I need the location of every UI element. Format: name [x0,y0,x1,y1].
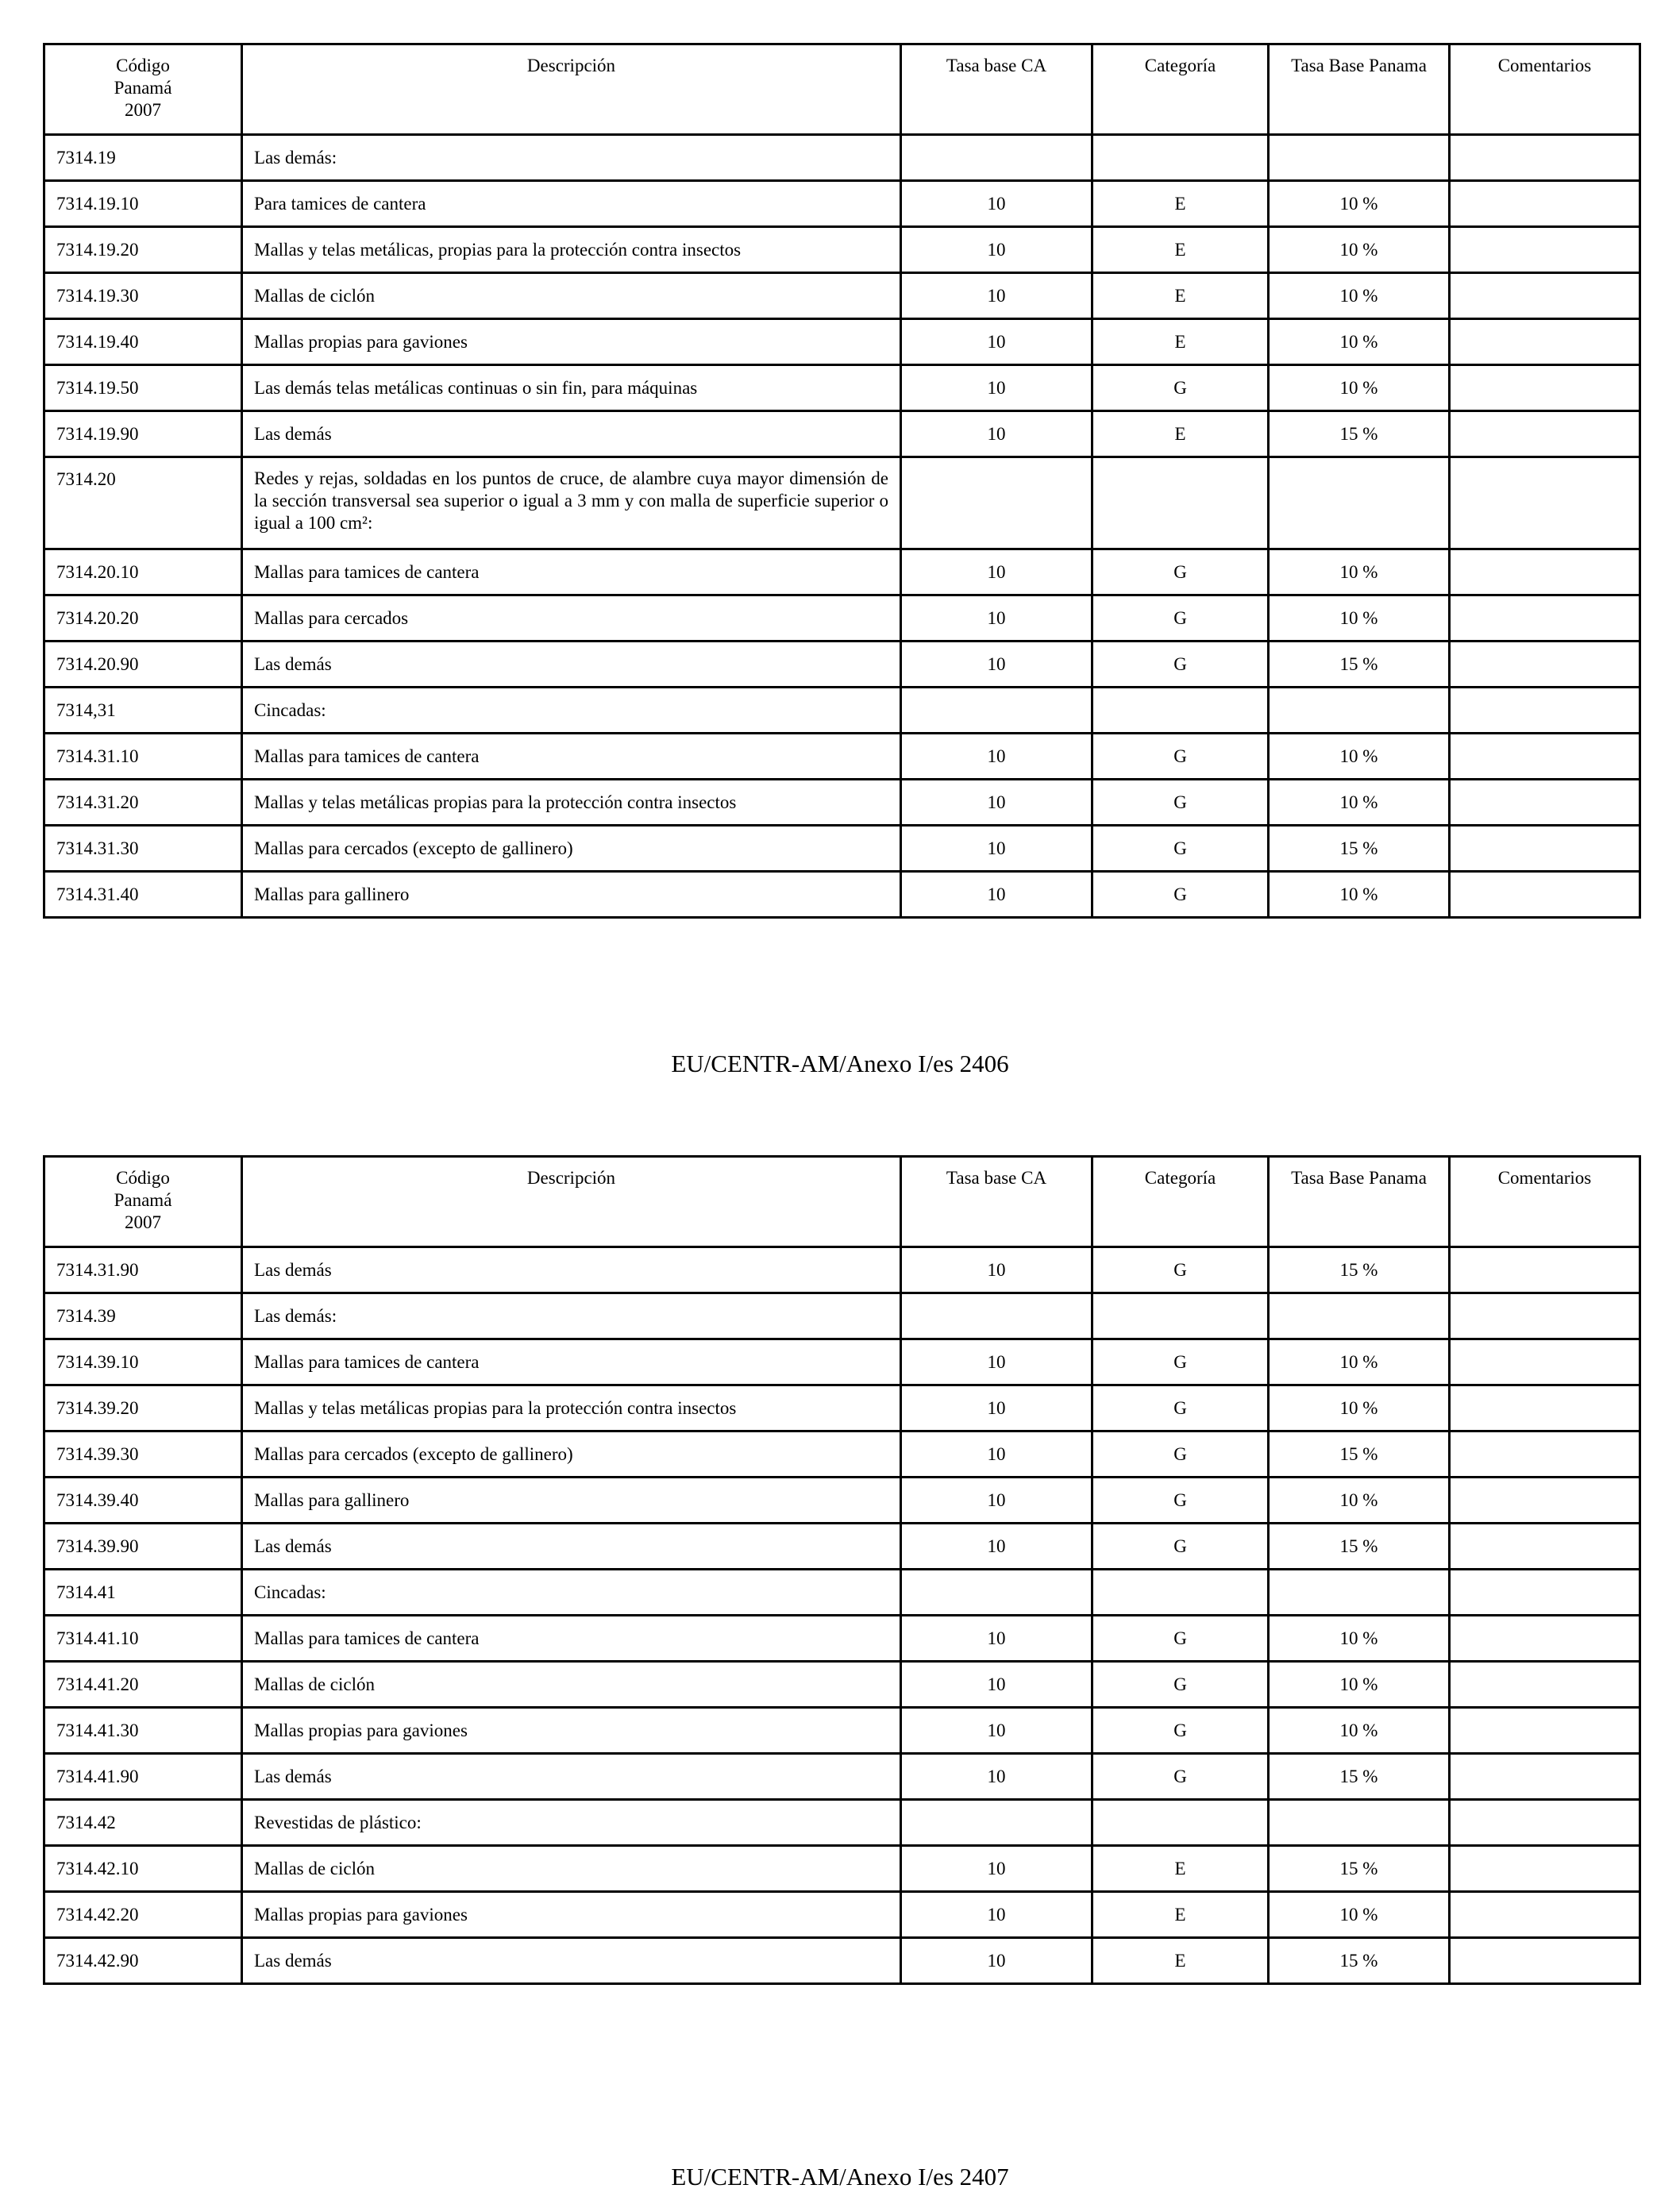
table-row [44,826,1640,872]
table-row [44,1293,1640,1339]
cell-comments [1450,1570,1640,1616]
cell-rate-ca: 10 [901,549,1092,595]
header-category: Categoría [1092,1157,1269,1247]
cell-comments [1450,826,1640,872]
cell-code: 7314.31.30 [44,826,242,872]
cell-description: Mallas para gallinero [242,872,901,918]
cell-description: Para tamices de cantera [242,181,901,227]
header-code: Código Panamá 2007 [44,44,242,135]
cell-category: G [1092,826,1269,872]
cell-rate-ca: 10 [901,273,1092,319]
table-row [44,1708,1640,1754]
table-row [44,549,1640,595]
page-footer-1: EU/CENTR-AM/Anexo I/es 2406 [671,1050,1009,1077]
header-code: Código Panamá 2007 [44,1157,242,1247]
cell-description: Las demás [242,1247,901,1293]
cell-category [1092,1570,1269,1616]
cell-rate-panama [1269,688,1450,734]
table-row [44,642,1640,688]
cell-rate-panama: 15 % [1269,1754,1450,1800]
table-row [44,688,1640,734]
table-row [44,1662,1640,1708]
table-row [44,1478,1640,1524]
cell-category [1092,135,1269,181]
header-comments: Comentarios [1450,44,1640,135]
cell-description: Mallas de ciclón [242,1846,901,1892]
cell-rate-panama [1269,457,1450,549]
cell-code: 7314.19.90 [44,411,242,457]
table-row [44,1524,1640,1570]
cell-description: Las demás telas metálicas continuas o sin fin, para máquinas [242,365,901,411]
table-row [44,227,1640,273]
cell-code: 7314.31.90 [44,1247,242,1293]
cell-category: G [1092,1708,1269,1754]
cell-comments [1450,1800,1640,1846]
cell-rate-ca: 10 [901,1616,1092,1662]
cell-category: G [1092,1662,1269,1708]
cell-description: Las demás [242,1754,901,1800]
cell-category: G [1092,1339,1269,1385]
cell-description: Mallas para gallinero [242,1478,901,1524]
cell-code: 7314.39.40 [44,1478,242,1524]
cell-comments [1450,227,1640,273]
cell-comments [1450,1708,1640,1754]
cell-rate-ca: 10 [901,1662,1092,1708]
cell-code: 7314.41.20 [44,1662,242,1708]
cell-description: Las demás [242,411,901,457]
cell-description: Mallas para tamices de cantera [242,1616,901,1662]
cell-rate-ca [901,688,1092,734]
cell-rate-ca: 10 [901,1385,1092,1431]
table-row [44,734,1640,780]
cell-rate-ca: 10 [901,365,1092,411]
cell-rate-panama: 10 % [1269,1385,1450,1431]
table-row [44,181,1640,227]
cell-description: Mallas para cercados [242,595,901,642]
cell-rate-panama: 10 % [1269,872,1450,918]
cell-rate-panama: 10 % [1269,1662,1450,1708]
table-row [44,1846,1640,1892]
cell-code: 7314.41.90 [44,1754,242,1800]
cell-rate-panama [1269,1570,1450,1616]
cell-rate-ca: 10 [901,227,1092,273]
page-footer-2: EU/CENTR-AM/Anexo I/es 2407 [671,2163,1009,2191]
cell-rate-panama: 15 % [1269,826,1450,872]
table-row [44,872,1640,918]
cell-rate-panama: 10 % [1269,365,1450,411]
table-row [44,365,1640,411]
tariff-table-1 [43,43,1641,919]
table-header-row [44,44,1640,135]
cell-code: 7314.39.90 [44,1524,242,1570]
cell-rate-ca: 10 [901,1846,1092,1892]
table-row [44,595,1640,642]
cell-comments [1450,872,1640,918]
cell-description: Las demás [242,1938,901,1984]
cell-rate-ca: 10 [901,1708,1092,1754]
cell-code: 7314.20.90 [44,642,242,688]
tariff-table-2 [43,1155,1641,1985]
table-row [44,780,1640,826]
cell-code: 7314.31.40 [44,872,242,918]
cell-rate-panama: 15 % [1269,411,1450,457]
cell-comments [1450,549,1640,595]
cell-category: E [1092,227,1269,273]
cell-category: E [1092,273,1269,319]
cell-rate-panama: 15 % [1269,1938,1450,1984]
cell-code: 7314.41 [44,1570,242,1616]
cell-rate-panama: 10 % [1269,1892,1450,1938]
cell-rate-panama: 10 % [1269,595,1450,642]
cell-description: Mallas para cercados (excepto de gallinero) [242,826,901,872]
cell-rate-ca: 10 [901,642,1092,688]
table-row [44,411,1640,457]
cell-description: Mallas para tamices de cantera [242,734,901,780]
cell-code: 7314.19 [44,135,242,181]
cell-comments [1450,1846,1640,1892]
cell-description: Cincadas: [242,688,901,734]
table-row [44,1339,1640,1385]
cell-description: Mallas y telas metálicas propias para la protección contra insectos [242,1385,901,1431]
cell-comments [1450,135,1640,181]
cell-rate-panama [1269,1293,1450,1339]
cell-comments [1450,1524,1640,1570]
cell-code: 7314.19.50 [44,365,242,411]
cell-comments [1450,688,1640,734]
cell-comments [1450,1339,1640,1385]
cell-description: Revestidas de plástico: [242,1800,901,1846]
cell-rate-ca: 10 [901,411,1092,457]
header-rate-panama: Tasa Base Panama [1269,44,1450,135]
cell-description: Mallas propias para gaviones [242,1892,901,1938]
cell-rate-ca: 10 [901,872,1092,918]
table-row [44,1938,1640,1984]
cell-category: E [1092,411,1269,457]
cell-code: 7314.39.10 [44,1339,242,1385]
cell-rate-panama: 10 % [1269,1708,1450,1754]
cell-comments [1450,595,1640,642]
table-row [44,1616,1640,1662]
cell-code: 7314.41.10 [44,1616,242,1662]
cell-category: E [1092,181,1269,227]
cell-rate-panama: 10 % [1269,734,1450,780]
cell-code: 7314.42.20 [44,1892,242,1938]
cell-rate-panama: 10 % [1269,227,1450,273]
cell-comments [1450,273,1640,319]
cell-description: Mallas para tamices de cantera [242,1339,901,1385]
table-row [44,1385,1640,1431]
table-header-row [44,1157,1640,1247]
cell-comments [1450,181,1640,227]
cell-description: Las demás: [242,135,901,181]
cell-code: 7314.31.10 [44,734,242,780]
table-row [44,1892,1640,1938]
cell-category: G [1092,780,1269,826]
cell-comments [1450,411,1640,457]
cell-comments [1450,1662,1640,1708]
cell-category: E [1092,1846,1269,1892]
cell-rate-ca: 10 [901,1754,1092,1800]
cell-category: G [1092,1754,1269,1800]
header-rate-ca: Tasa base CA [901,1157,1092,1247]
cell-rate-ca [901,1293,1092,1339]
cell-description: Mallas propias para gaviones [242,319,901,365]
table-row [44,1247,1640,1293]
cell-category: G [1092,1478,1269,1524]
cell-code: 7314.19.20 [44,227,242,273]
cell-description: Mallas propias para gaviones [242,1708,901,1754]
table-row [44,135,1640,181]
cell-rate-panama [1269,135,1450,181]
header-category: Categoría [1092,44,1269,135]
cell-rate-ca [901,135,1092,181]
cell-category: G [1092,1247,1269,1293]
cell-category: G [1092,595,1269,642]
cell-comments [1450,1892,1640,1938]
cell-description: Mallas para cercados (excepto de gallinero) [242,1431,901,1478]
cell-rate-ca [901,1800,1092,1846]
header-description: Descripción [242,44,901,135]
header-comments: Comentarios [1450,1157,1640,1247]
cell-category [1092,688,1269,734]
cell-category [1092,457,1269,549]
cell-comments [1450,457,1640,549]
cell-rate-ca: 10 [901,734,1092,780]
cell-comments [1450,1616,1640,1662]
cell-rate-panama: 10 % [1269,319,1450,365]
cell-rate-panama: 10 % [1269,780,1450,826]
cell-rate-ca: 10 [901,780,1092,826]
cell-code: 7314.20.20 [44,595,242,642]
cell-description: Mallas y telas metálicas, propias para la protección contra insectos [242,227,901,273]
cell-rate-ca: 10 [901,1524,1092,1570]
cell-description: Redes y rejas, soldadas en los puntos de cruce, de alambre cuya mayor dimensión de la sección transversal sea superior o igual a 3 mm y con malla de superficie superior o igual a 100 cm²: [242,457,901,549]
cell-category: G [1092,1616,1269,1662]
cell-rate-panama: 10 % [1269,1478,1450,1524]
cell-code: 7314.42.90 [44,1938,242,1984]
header-rate-ca: Tasa base CA [901,44,1092,135]
table-row [44,1800,1640,1846]
cell-comments [1450,1293,1640,1339]
table-row [44,319,1640,365]
cell-category: G [1092,642,1269,688]
cell-category: E [1092,1892,1269,1938]
cell-rate-ca: 10 [901,1892,1092,1938]
cell-code: 7314,31 [44,688,242,734]
cell-rate-ca: 10 [901,1431,1092,1478]
header-description: Descripción [242,1157,901,1247]
cell-category: G [1092,872,1269,918]
cell-code: 7314.20 [44,457,242,549]
cell-rate-ca: 10 [901,181,1092,227]
cell-code: 7314.31.20 [44,780,242,826]
cell-comments [1450,1754,1640,1800]
cell-comments [1450,1431,1640,1478]
cell-rate-ca: 10 [901,1478,1092,1524]
cell-rate-ca: 10 [901,1938,1092,1984]
cell-rate-panama: 10 % [1269,273,1450,319]
cell-comments [1450,1247,1640,1293]
cell-category: G [1092,549,1269,595]
cell-description: Mallas y telas metálicas propias para la protección contra insectos [242,780,901,826]
cell-comments [1450,1938,1640,1984]
cell-comments [1450,642,1640,688]
cell-category: E [1092,1938,1269,1984]
cell-code: 7314.39.30 [44,1431,242,1478]
cell-code: 7314.41.30 [44,1708,242,1754]
cell-description: Las demás: [242,1293,901,1339]
cell-code: 7314.19.40 [44,319,242,365]
cell-description: Las demás [242,642,901,688]
cell-category: G [1092,1524,1269,1570]
cell-rate-panama [1269,1800,1450,1846]
cell-code: 7314.42 [44,1800,242,1846]
cell-code: 7314.19.30 [44,273,242,319]
cell-code: 7314.42.10 [44,1846,242,1892]
cell-category: E [1092,319,1269,365]
cell-description: Mallas de ciclón [242,1662,901,1708]
cell-category: G [1092,1385,1269,1431]
cell-rate-panama: 15 % [1269,1524,1450,1570]
cell-rate-ca: 10 [901,319,1092,365]
cell-rate-panama: 15 % [1269,1247,1450,1293]
table-row [44,1431,1640,1478]
cell-description: Las demás [242,1524,901,1570]
cell-category [1092,1800,1269,1846]
cell-rate-ca: 10 [901,826,1092,872]
cell-code: 7314.39.20 [44,1385,242,1431]
cell-category: G [1092,365,1269,411]
table-row [44,1570,1640,1616]
cell-rate-ca: 10 [901,595,1092,642]
cell-category: G [1092,734,1269,780]
table-row [44,1754,1640,1800]
cell-comments [1450,319,1640,365]
cell-rate-panama: 15 % [1269,642,1450,688]
cell-code: 7314.19.10 [44,181,242,227]
cell-code: 7314.20.10 [44,549,242,595]
cell-rate-panama: 15 % [1269,1846,1450,1892]
cell-comments [1450,365,1640,411]
cell-comments [1450,1478,1640,1524]
table-row [44,273,1640,319]
header-rate-panama: Tasa Base Panama [1269,1157,1450,1247]
cell-code: 7314.39 [44,1293,242,1339]
cell-rate-ca [901,457,1092,549]
cell-rate-ca: 10 [901,1247,1092,1293]
cell-rate-panama: 10 % [1269,1339,1450,1385]
cell-rate-panama: 10 % [1269,549,1450,595]
cell-rate-ca: 10 [901,1339,1092,1385]
cell-comments [1450,734,1640,780]
cell-rate-panama: 10 % [1269,1616,1450,1662]
cell-rate-panama: 10 % [1269,181,1450,227]
cell-comments [1450,780,1640,826]
cell-description: Cincadas: [242,1570,901,1616]
cell-category [1092,1293,1269,1339]
cell-description: Mallas para tamices de cantera [242,549,901,595]
cell-description: Mallas de ciclón [242,273,901,319]
cell-rate-panama: 15 % [1269,1431,1450,1478]
cell-rate-ca [901,1570,1092,1616]
cell-comments [1450,1385,1640,1431]
cell-category: G [1092,1431,1269,1478]
table-row [44,457,1640,549]
